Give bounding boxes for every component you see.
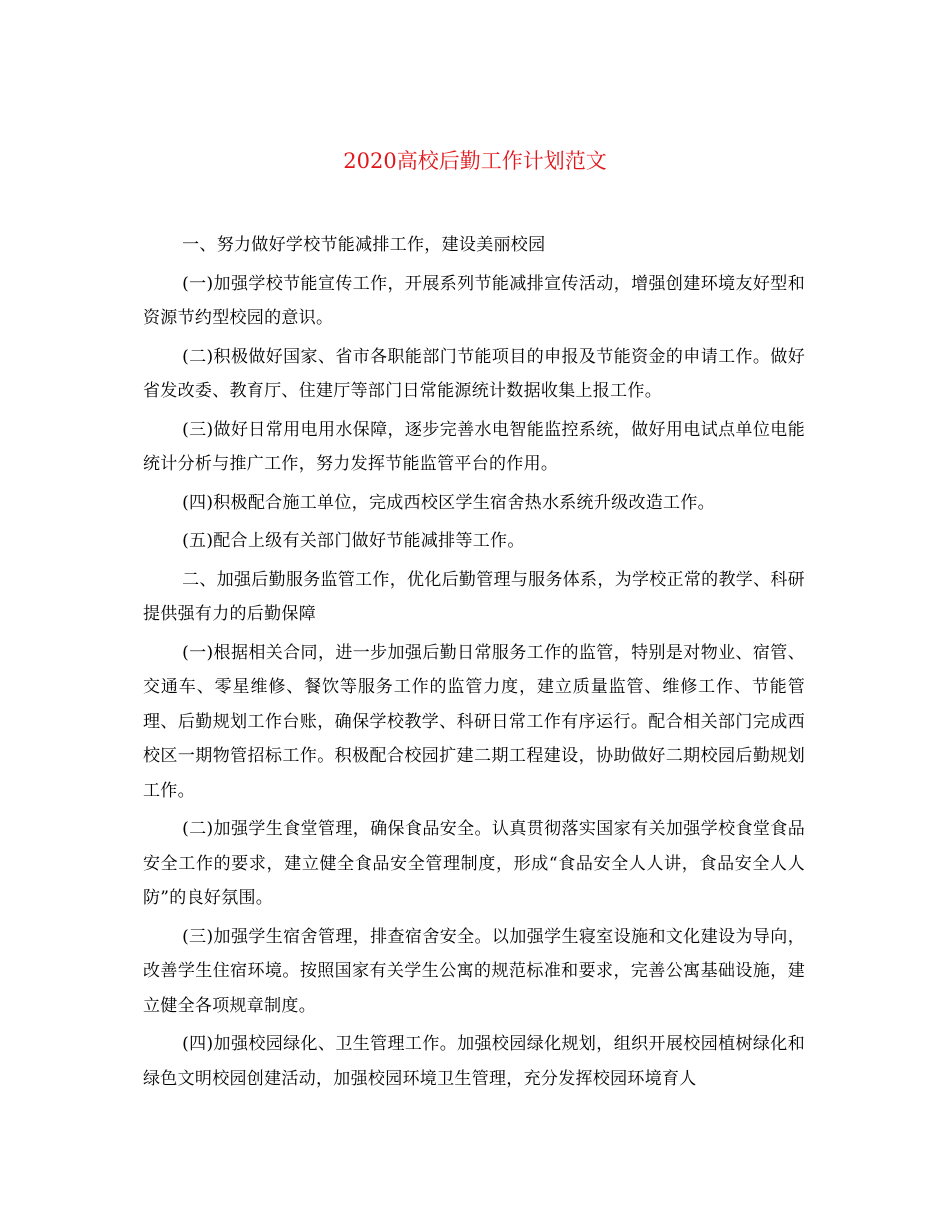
paragraph-2-3: (三)加强学生宿舍管理，排查宿舍安全。以加强学生寝室设施和文化建设为导向，改善学生住宿环境。按照国家有关学生公寓的规范标准和要求，完善公寓基础设施，建立健全各项规章制度。 — [143, 926, 805, 1016]
paragraph-1-3: (三)做好日常用电用水保障，逐步完善水电智能监控系统，做好用电试点单位电能统计分析与推广工作，努力发挥节能监管平台的作用。 — [143, 419, 805, 474]
section-heading-2: 二、加强后勤服务监管工作，优化后勤管理与服务体系，为学校正常的教学、科研提供强有力的后勤保障 — [143, 569, 805, 624]
paragraph-1-2: (二)积极做好国家、省市各职能部门节能项目的申报及节能资金的申请工作。做好省发改委、教育厅、住建厅等部门日常能源统计数据收集上报工作。 — [143, 346, 805, 401]
paragraph-1-4: (四)积极配合施工单位，完成西校区学生宿舍热水系统升级改造工作。 — [182, 492, 715, 513]
paragraph-2-1: (一)根据相关合同，进一步加强后勤日常服务工作的监管，特别是对物业、宿管、交通车、零星维修、餐饮等服务工作的监管力度，建立质量监管、维修工作、节能管理、后勤规划工作台账，确保学校教学、科研日常工作有序运行。配合相关部门完成西校区一期物管招标工作。积极配合校园扩建二期工程建设，协助做好二期校园后勤规划工作。 — [143, 642, 805, 801]
section-heading-1: 一、努力做好学校节能减排工作，建设美丽校园 — [182, 235, 546, 255]
document-title: 2020高校后勤工作计划范文 — [343, 149, 607, 173]
document-body — [143, 228, 805, 1100]
paragraph-1-1: (一)加强学校节能宣传工作，开展系列节能减排宣传活动，增强创建环境友好型和资源节约型校园的意识。 — [143, 273, 805, 328]
paragraph-2-2: (二)加强学生食堂管理，确保食品安全。认真贯彻落实国家有关加强学校食堂食品安全工作的要求，建立健全食品安全管理制度，形成“食品安全人人讲，食品安全人人防”的良好氛围。 — [143, 819, 805, 908]
paragraph-1-5: (五)配合上级有关部门做好节能减排等工作。 — [182, 531, 525, 551]
paragraph-2-4: (四)加强校园绿化、卫生管理工作。加强校园绿化规划，组织开展校园植树绿化和绿色文明校园创建活动，加强校园环境卫生管理，充分发挥校园环境育人 — [143, 1034, 805, 1089]
